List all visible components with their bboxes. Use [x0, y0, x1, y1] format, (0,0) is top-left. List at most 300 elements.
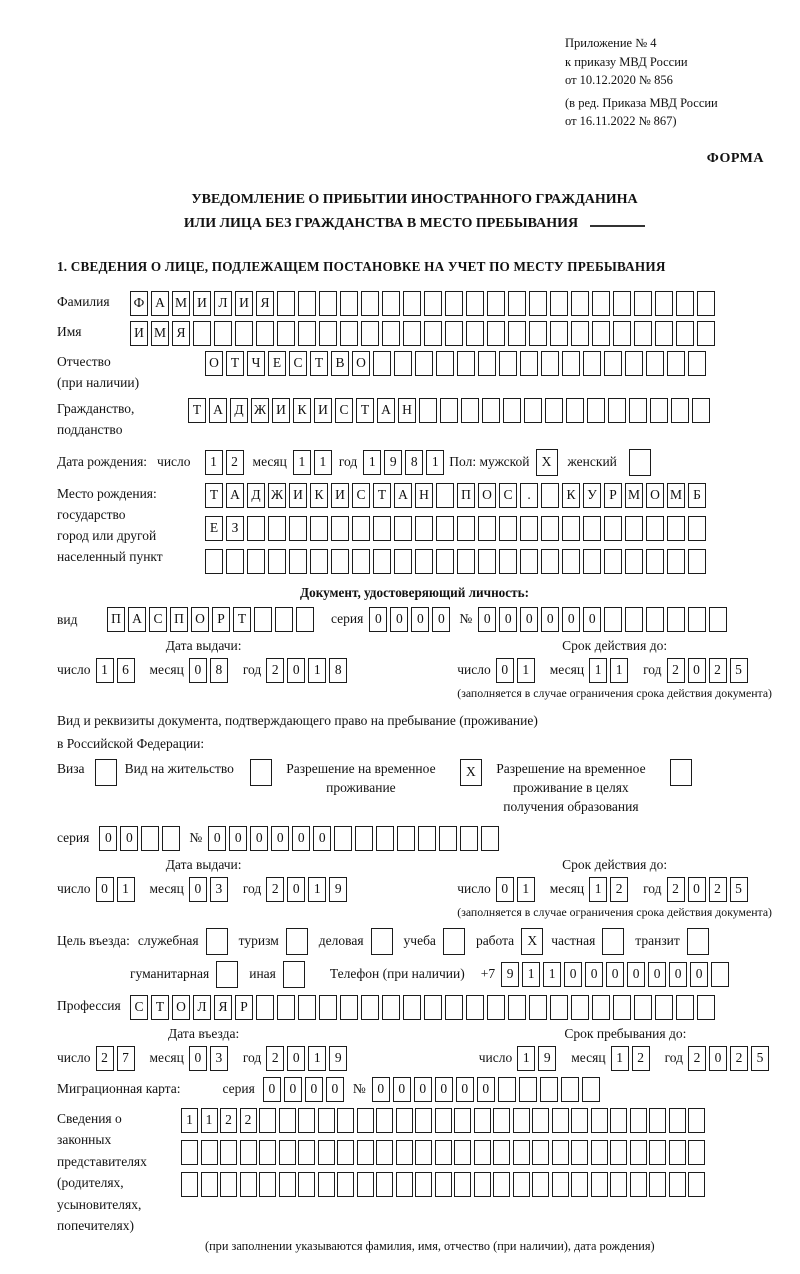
- char-cell[interactable]: [418, 826, 436, 851]
- char-cell[interactable]: 0: [541, 607, 559, 632]
- char-cell[interactable]: [466, 995, 484, 1020]
- checkbox-work[interactable]: X: [521, 928, 543, 955]
- char-cell[interactable]: [646, 549, 664, 574]
- char-cell[interactable]: [550, 291, 568, 316]
- char-cell[interactable]: [361, 291, 379, 316]
- char-cell[interactable]: [259, 1172, 276, 1197]
- char-cell[interactable]: [357, 1108, 374, 1133]
- char-cell[interactable]: [445, 291, 463, 316]
- char-cell[interactable]: 1: [426, 450, 444, 475]
- char-cell[interactable]: 5: [730, 658, 748, 683]
- char-cell[interactable]: 1: [314, 450, 332, 475]
- char-cell[interactable]: [630, 1140, 647, 1165]
- char-cell[interactable]: [688, 1108, 705, 1133]
- char-cell[interactable]: [376, 1172, 393, 1197]
- char-cell[interactable]: Ф: [130, 291, 148, 316]
- char-cell[interactable]: [592, 291, 610, 316]
- char-cell[interactable]: [550, 995, 568, 1020]
- char-cell[interactable]: 7: [117, 1046, 135, 1071]
- char-cell[interactable]: .: [520, 483, 538, 508]
- char-cell[interactable]: 0: [564, 962, 582, 987]
- char-cell[interactable]: [445, 995, 463, 1020]
- checkbox-business[interactable]: [206, 928, 228, 955]
- char-cell[interactable]: 1: [611, 1046, 629, 1071]
- char-cell[interactable]: 3: [210, 1046, 228, 1071]
- char-cell[interactable]: 0: [627, 962, 645, 987]
- char-cell[interactable]: И: [314, 398, 332, 423]
- char-cell[interactable]: [331, 516, 349, 541]
- char-cell[interactable]: 5: [751, 1046, 769, 1071]
- char-cell[interactable]: [499, 516, 517, 541]
- char-cell[interactable]: [415, 1172, 432, 1197]
- char-cell[interactable]: [397, 826, 415, 851]
- char-cell[interactable]: [583, 549, 601, 574]
- char-cell[interactable]: 0: [189, 1046, 207, 1071]
- checkbox-female[interactable]: [629, 449, 651, 476]
- char-cell[interactable]: [613, 291, 631, 316]
- char-cell[interactable]: П: [107, 607, 125, 632]
- char-cell[interactable]: А: [394, 483, 412, 508]
- char-cell[interactable]: [630, 1108, 647, 1133]
- char-cell[interactable]: [508, 995, 526, 1020]
- char-cell[interactable]: [613, 321, 631, 346]
- char-cell[interactable]: [541, 483, 559, 508]
- char-cell[interactable]: [415, 516, 433, 541]
- char-cell[interactable]: [634, 995, 652, 1020]
- char-cell[interactable]: [524, 398, 542, 423]
- char-cell[interactable]: [566, 398, 584, 423]
- char-cell[interactable]: [247, 549, 265, 574]
- char-cell[interactable]: 2: [667, 877, 685, 902]
- char-cell[interactable]: Л: [193, 995, 211, 1020]
- char-cell[interactable]: Я: [172, 321, 190, 346]
- char-cell[interactable]: [240, 1172, 257, 1197]
- char-cell[interactable]: [604, 351, 622, 376]
- char-cell[interactable]: [604, 516, 622, 541]
- char-cell[interactable]: [376, 826, 394, 851]
- char-cell[interactable]: З: [226, 516, 244, 541]
- char-cell[interactable]: [532, 1172, 549, 1197]
- char-cell[interactable]: 0: [313, 826, 331, 851]
- char-cell[interactable]: [268, 516, 286, 541]
- char-cell[interactable]: [331, 549, 349, 574]
- char-cell[interactable]: [613, 995, 631, 1020]
- char-cell[interactable]: [337, 1108, 354, 1133]
- char-cell[interactable]: [532, 1140, 549, 1165]
- char-cell[interactable]: 0: [208, 826, 226, 851]
- char-cell[interactable]: [240, 1140, 257, 1165]
- char-cell[interactable]: [541, 351, 559, 376]
- checkbox-other[interactable]: [283, 961, 305, 988]
- char-cell[interactable]: [201, 1172, 218, 1197]
- char-cell[interactable]: [382, 321, 400, 346]
- char-cell[interactable]: [540, 1077, 558, 1102]
- checkbox-tourism[interactable]: [286, 928, 308, 955]
- char-cell[interactable]: [394, 351, 412, 376]
- char-cell[interactable]: 9: [329, 1046, 347, 1071]
- char-cell[interactable]: [625, 549, 643, 574]
- char-cell[interactable]: [529, 291, 547, 316]
- char-cell[interactable]: [634, 291, 652, 316]
- char-cell[interactable]: И: [193, 291, 211, 316]
- char-cell[interactable]: 0: [520, 607, 538, 632]
- char-cell[interactable]: [268, 549, 286, 574]
- char-cell[interactable]: О: [478, 483, 496, 508]
- char-cell[interactable]: [256, 321, 274, 346]
- char-cell[interactable]: [592, 321, 610, 346]
- char-cell[interactable]: У: [583, 483, 601, 508]
- char-cell[interactable]: 0: [432, 607, 450, 632]
- char-cell[interactable]: [457, 516, 475, 541]
- char-cell[interactable]: 0: [688, 877, 706, 902]
- char-cell[interactable]: Т: [226, 351, 244, 376]
- char-cell[interactable]: [692, 398, 710, 423]
- char-cell[interactable]: [571, 1172, 588, 1197]
- char-cell[interactable]: [604, 607, 622, 632]
- char-cell[interactable]: 0: [477, 1077, 495, 1102]
- char-cell[interactable]: [361, 321, 379, 346]
- char-cell[interactable]: [247, 516, 265, 541]
- char-cell[interactable]: [649, 1172, 666, 1197]
- char-cell[interactable]: [226, 549, 244, 574]
- char-cell[interactable]: [318, 1108, 335, 1133]
- char-cell[interactable]: [508, 321, 526, 346]
- char-cell[interactable]: [376, 1108, 393, 1133]
- char-cell[interactable]: Я: [214, 995, 232, 1020]
- char-cell[interactable]: [591, 1172, 608, 1197]
- char-cell[interactable]: 1: [517, 1046, 535, 1071]
- char-cell[interactable]: Б: [688, 483, 706, 508]
- char-cell[interactable]: Т: [233, 607, 251, 632]
- char-cell[interactable]: [415, 1108, 432, 1133]
- char-cell[interactable]: [289, 516, 307, 541]
- char-cell[interactable]: 0: [287, 658, 305, 683]
- char-cell[interactable]: 2: [709, 877, 727, 902]
- char-cell[interactable]: [396, 1172, 413, 1197]
- char-cell[interactable]: [259, 1140, 276, 1165]
- char-cell[interactable]: О: [646, 483, 664, 508]
- char-cell[interactable]: 0: [393, 1077, 411, 1102]
- checkbox-visa[interactable]: [95, 759, 117, 786]
- char-cell[interactable]: [454, 1108, 471, 1133]
- checkbox-rvp-education[interactable]: [670, 759, 692, 786]
- char-cell[interactable]: [697, 291, 715, 316]
- char-cell[interactable]: [562, 549, 580, 574]
- char-cell[interactable]: И: [272, 398, 290, 423]
- char-cell[interactable]: [277, 321, 295, 346]
- char-cell[interactable]: И: [289, 483, 307, 508]
- char-cell[interactable]: Д: [230, 398, 248, 423]
- char-cell[interactable]: [562, 516, 580, 541]
- char-cell[interactable]: [711, 962, 729, 987]
- char-cell[interactable]: 2: [266, 877, 284, 902]
- char-cell[interactable]: [318, 1172, 335, 1197]
- char-cell[interactable]: [520, 549, 538, 574]
- char-cell[interactable]: [513, 1108, 530, 1133]
- char-cell[interactable]: 1: [201, 1108, 218, 1133]
- char-cell[interactable]: [436, 549, 454, 574]
- char-cell[interactable]: [487, 995, 505, 1020]
- char-cell[interactable]: [334, 826, 352, 851]
- char-cell[interactable]: [655, 995, 673, 1020]
- char-cell[interactable]: А: [151, 291, 169, 316]
- char-cell[interactable]: [552, 1172, 569, 1197]
- char-cell[interactable]: [298, 291, 316, 316]
- char-cell[interactable]: [445, 321, 463, 346]
- char-cell[interactable]: [435, 1108, 452, 1133]
- char-cell[interactable]: [669, 1140, 686, 1165]
- char-cell[interactable]: [529, 995, 547, 1020]
- char-cell[interactable]: [424, 321, 442, 346]
- char-cell[interactable]: [279, 1172, 296, 1197]
- char-cell[interactable]: 1: [522, 962, 540, 987]
- char-cell[interactable]: 0: [372, 1077, 390, 1102]
- char-cell[interactable]: [355, 826, 373, 851]
- char-cell[interactable]: [498, 1077, 516, 1102]
- char-cell[interactable]: 8: [210, 658, 228, 683]
- char-cell[interactable]: [254, 607, 272, 632]
- char-cell[interactable]: И: [331, 483, 349, 508]
- char-cell[interactable]: [382, 995, 400, 1020]
- char-cell[interactable]: [373, 351, 391, 376]
- char-cell[interactable]: 9: [538, 1046, 556, 1071]
- char-cell[interactable]: М: [172, 291, 190, 316]
- char-cell[interactable]: 0: [96, 877, 114, 902]
- char-cell[interactable]: [532, 1108, 549, 1133]
- char-cell[interactable]: [205, 549, 223, 574]
- char-cell[interactable]: [457, 549, 475, 574]
- char-cell[interactable]: [582, 1077, 600, 1102]
- char-cell[interactable]: [552, 1108, 569, 1133]
- char-cell[interactable]: [220, 1140, 237, 1165]
- char-cell[interactable]: 9: [329, 877, 347, 902]
- char-cell[interactable]: 2: [220, 1108, 237, 1133]
- char-cell[interactable]: 0: [287, 877, 305, 902]
- char-cell[interactable]: [337, 1172, 354, 1197]
- char-cell[interactable]: 1: [517, 658, 535, 683]
- char-cell[interactable]: 8: [329, 658, 347, 683]
- char-cell[interactable]: [561, 1077, 579, 1102]
- char-cell[interactable]: 2: [610, 877, 628, 902]
- char-cell[interactable]: [591, 1140, 608, 1165]
- char-cell[interactable]: 1: [363, 450, 381, 475]
- char-cell[interactable]: [571, 321, 589, 346]
- char-cell[interactable]: [669, 1172, 686, 1197]
- char-cell[interactable]: Т: [356, 398, 374, 423]
- char-cell[interactable]: [646, 516, 664, 541]
- char-cell[interactable]: 0: [369, 607, 387, 632]
- char-cell[interactable]: [474, 1140, 491, 1165]
- char-cell[interactable]: [610, 1108, 627, 1133]
- char-cell[interactable]: К: [310, 483, 328, 508]
- char-cell[interactable]: 0: [305, 1077, 323, 1102]
- char-cell[interactable]: 0: [99, 826, 117, 851]
- char-cell[interactable]: [655, 321, 673, 346]
- char-cell[interactable]: [493, 1140, 510, 1165]
- char-cell[interactable]: [571, 1108, 588, 1133]
- char-cell[interactable]: [319, 321, 337, 346]
- char-cell[interactable]: [214, 321, 232, 346]
- char-cell[interactable]: [604, 549, 622, 574]
- char-cell[interactable]: 5: [730, 877, 748, 902]
- char-cell[interactable]: Ч: [247, 351, 265, 376]
- char-cell[interactable]: Р: [604, 483, 622, 508]
- char-cell[interactable]: 1: [293, 450, 311, 475]
- char-cell[interactable]: [436, 516, 454, 541]
- char-cell[interactable]: А: [226, 483, 244, 508]
- checkbox-private[interactable]: [602, 928, 624, 955]
- char-cell[interactable]: 0: [478, 607, 496, 632]
- char-cell[interactable]: 0: [414, 1077, 432, 1102]
- char-cell[interactable]: [587, 398, 605, 423]
- char-cell[interactable]: [478, 351, 496, 376]
- char-cell[interactable]: Д: [247, 483, 265, 508]
- char-cell[interactable]: [697, 995, 715, 1020]
- char-cell[interactable]: [646, 607, 664, 632]
- char-cell[interactable]: 2: [96, 1046, 114, 1071]
- char-cell[interactable]: [279, 1108, 296, 1133]
- char-cell[interactable]: [625, 516, 643, 541]
- char-cell[interactable]: 0: [287, 1046, 305, 1071]
- char-cell[interactable]: [545, 398, 563, 423]
- char-cell[interactable]: [319, 995, 337, 1020]
- char-cell[interactable]: [513, 1172, 530, 1197]
- char-cell[interactable]: 2: [240, 1108, 257, 1133]
- char-cell[interactable]: О: [352, 351, 370, 376]
- char-cell[interactable]: М: [151, 321, 169, 346]
- char-cell[interactable]: [298, 1172, 315, 1197]
- char-cell[interactable]: [396, 1108, 413, 1133]
- char-cell[interactable]: [415, 351, 433, 376]
- char-cell[interactable]: 8: [405, 450, 423, 475]
- char-cell[interactable]: [415, 549, 433, 574]
- char-cell[interactable]: 2: [226, 450, 244, 475]
- char-cell[interactable]: 1: [610, 658, 628, 683]
- char-cell[interactable]: [436, 483, 454, 508]
- char-cell[interactable]: [235, 321, 253, 346]
- char-cell[interactable]: [460, 826, 478, 851]
- char-cell[interactable]: [289, 549, 307, 574]
- char-cell[interactable]: О: [205, 351, 223, 376]
- char-cell[interactable]: 0: [435, 1077, 453, 1102]
- char-cell[interactable]: 6: [117, 658, 135, 683]
- char-cell[interactable]: [181, 1140, 198, 1165]
- char-cell[interactable]: 0: [189, 877, 207, 902]
- char-cell[interactable]: В: [331, 351, 349, 376]
- char-cell[interactable]: А: [377, 398, 395, 423]
- char-cell[interactable]: [487, 321, 505, 346]
- char-cell[interactable]: [440, 398, 458, 423]
- char-cell[interactable]: 9: [501, 962, 519, 987]
- char-cell[interactable]: [671, 398, 689, 423]
- char-cell[interactable]: [419, 398, 437, 423]
- char-cell[interactable]: 1: [589, 877, 607, 902]
- char-cell[interactable]: [503, 398, 521, 423]
- char-cell[interactable]: 0: [606, 962, 624, 987]
- char-cell[interactable]: [461, 398, 479, 423]
- char-cell[interactable]: [424, 995, 442, 1020]
- char-cell[interactable]: 2: [632, 1046, 650, 1071]
- char-cell[interactable]: 1: [543, 962, 561, 987]
- char-cell[interactable]: [162, 826, 180, 851]
- char-cell[interactable]: [193, 321, 211, 346]
- char-cell[interactable]: [629, 398, 647, 423]
- char-cell[interactable]: [676, 321, 694, 346]
- char-cell[interactable]: [396, 1140, 413, 1165]
- char-cell[interactable]: [337, 1140, 354, 1165]
- char-cell[interactable]: [610, 1172, 627, 1197]
- char-cell[interactable]: [298, 1140, 315, 1165]
- char-cell[interactable]: Ж: [251, 398, 269, 423]
- char-cell[interactable]: [583, 351, 601, 376]
- char-cell[interactable]: [275, 607, 293, 632]
- char-cell[interactable]: Е: [268, 351, 286, 376]
- char-cell[interactable]: [201, 1140, 218, 1165]
- char-cell[interactable]: Я: [256, 291, 274, 316]
- char-cell[interactable]: [669, 1108, 686, 1133]
- checkbox-transit[interactable]: [687, 928, 709, 955]
- char-cell[interactable]: [373, 549, 391, 574]
- char-cell[interactable]: Н: [398, 398, 416, 423]
- char-cell[interactable]: 1: [308, 1046, 326, 1071]
- char-cell[interactable]: [688, 351, 706, 376]
- char-cell[interactable]: [630, 1172, 647, 1197]
- char-cell[interactable]: [394, 549, 412, 574]
- char-cell[interactable]: [592, 995, 610, 1020]
- char-cell[interactable]: 2: [688, 1046, 706, 1071]
- char-cell[interactable]: 1: [517, 877, 535, 902]
- char-cell[interactable]: 1: [589, 658, 607, 683]
- char-cell[interactable]: 0: [326, 1077, 344, 1102]
- char-cell[interactable]: 0: [250, 826, 268, 851]
- char-cell[interactable]: [277, 995, 295, 1020]
- char-cell[interactable]: [499, 351, 517, 376]
- char-cell[interactable]: [649, 1140, 666, 1165]
- char-cell[interactable]: [688, 549, 706, 574]
- char-cell[interactable]: 2: [266, 1046, 284, 1071]
- char-cell[interactable]: [382, 291, 400, 316]
- char-cell[interactable]: [591, 1108, 608, 1133]
- char-cell[interactable]: [688, 1140, 705, 1165]
- char-cell[interactable]: [376, 1140, 393, 1165]
- char-cell[interactable]: [550, 321, 568, 346]
- char-cell[interactable]: [508, 291, 526, 316]
- char-cell[interactable]: [478, 549, 496, 574]
- char-cell[interactable]: П: [457, 483, 475, 508]
- char-cell[interactable]: [478, 516, 496, 541]
- char-cell[interactable]: [141, 826, 159, 851]
- char-cell[interactable]: М: [625, 483, 643, 508]
- char-cell[interactable]: Т: [310, 351, 328, 376]
- char-cell[interactable]: 0: [709, 1046, 727, 1071]
- char-cell[interactable]: [688, 1172, 705, 1197]
- char-cell[interactable]: [415, 1140, 432, 1165]
- char-cell[interactable]: [439, 826, 457, 851]
- char-cell[interactable]: [571, 291, 589, 316]
- char-cell[interactable]: Т: [188, 398, 206, 423]
- char-cell[interactable]: 0: [648, 962, 666, 987]
- char-cell[interactable]: [298, 321, 316, 346]
- char-cell[interactable]: [310, 549, 328, 574]
- char-cell[interactable]: [357, 1172, 374, 1197]
- char-cell[interactable]: И: [130, 321, 148, 346]
- char-cell[interactable]: 0: [456, 1077, 474, 1102]
- char-cell[interactable]: [256, 995, 274, 1020]
- char-cell[interactable]: [424, 291, 442, 316]
- char-cell[interactable]: [181, 1172, 198, 1197]
- char-cell[interactable]: 0: [669, 962, 687, 987]
- checkbox-residence[interactable]: [250, 759, 272, 786]
